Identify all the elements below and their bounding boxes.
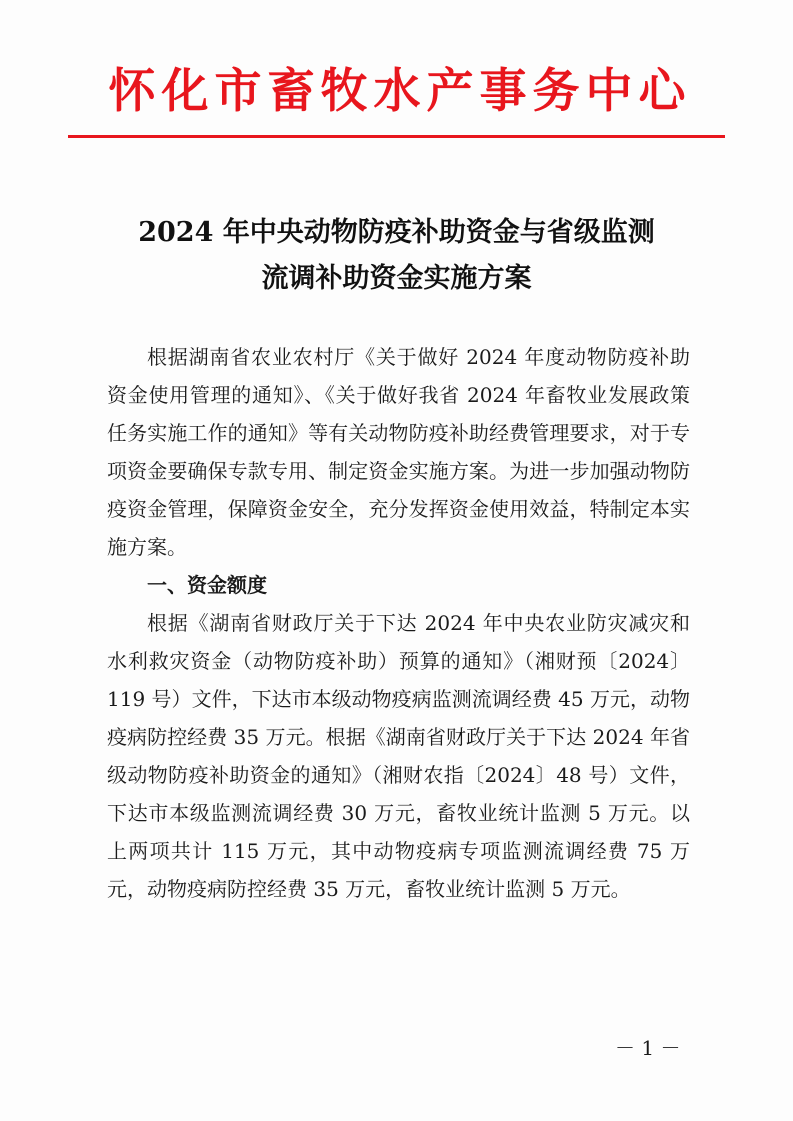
document-title-line-1: 2024 年中央动物防疫补助资金与省级监测 xyxy=(138,217,655,248)
issuing-organization-header: 怀化市畜牧水产事务中心 xyxy=(108,64,692,119)
header-red-rule xyxy=(68,135,725,138)
document-title xyxy=(90,210,703,302)
page-number: － 1 － xyxy=(615,1036,681,1060)
section-heading-funding-amount: 一、资金额度 xyxy=(147,573,267,597)
intro-paragraph: 根据湖南省农业农村厅《关于做好 2024 年度动物防疫补助资金使用管理的通知》、《关于做好我省 2024 年畜牧业发展政策任务实施工作的通知》等有关动物防疫补助经费管理要求，对于专项资金要确保专款专用、制定资金实施方案。为进一步加强动物防疫资金管理，保障资金安全，充分发挥资金使用效益，特制定本实施方案。 xyxy=(107,345,690,559)
document-body xyxy=(107,338,690,908)
funding-amount-paragraph: 根据《湖南省财政厅关于下达 2024 年中央农业防灾减灾和水利救灾资金（动物防疫补助）预算的通知》（湘财预〔2024〕119 号）文件，下达市本级动物疫病监测流调经费 45 万元，动物疫病防控经费 35 万元。根据《湖南省财政厅关于下达 2024 年省级动物防疫补助资金的通知》（湘财农指〔2024〕48 号）文件，下达市本级监测流调经费 30 万元，畜牧业统计监测 5 万元。以上两项共计 115 万元，其中动物疫病专项监测流调经费 75 万元，动物疫病防控经费 35 万元，畜牧业统计监测 5 万元。 xyxy=(107,611,690,901)
document-title-line-2: 流调补助资金实施方案 xyxy=(261,263,532,294)
